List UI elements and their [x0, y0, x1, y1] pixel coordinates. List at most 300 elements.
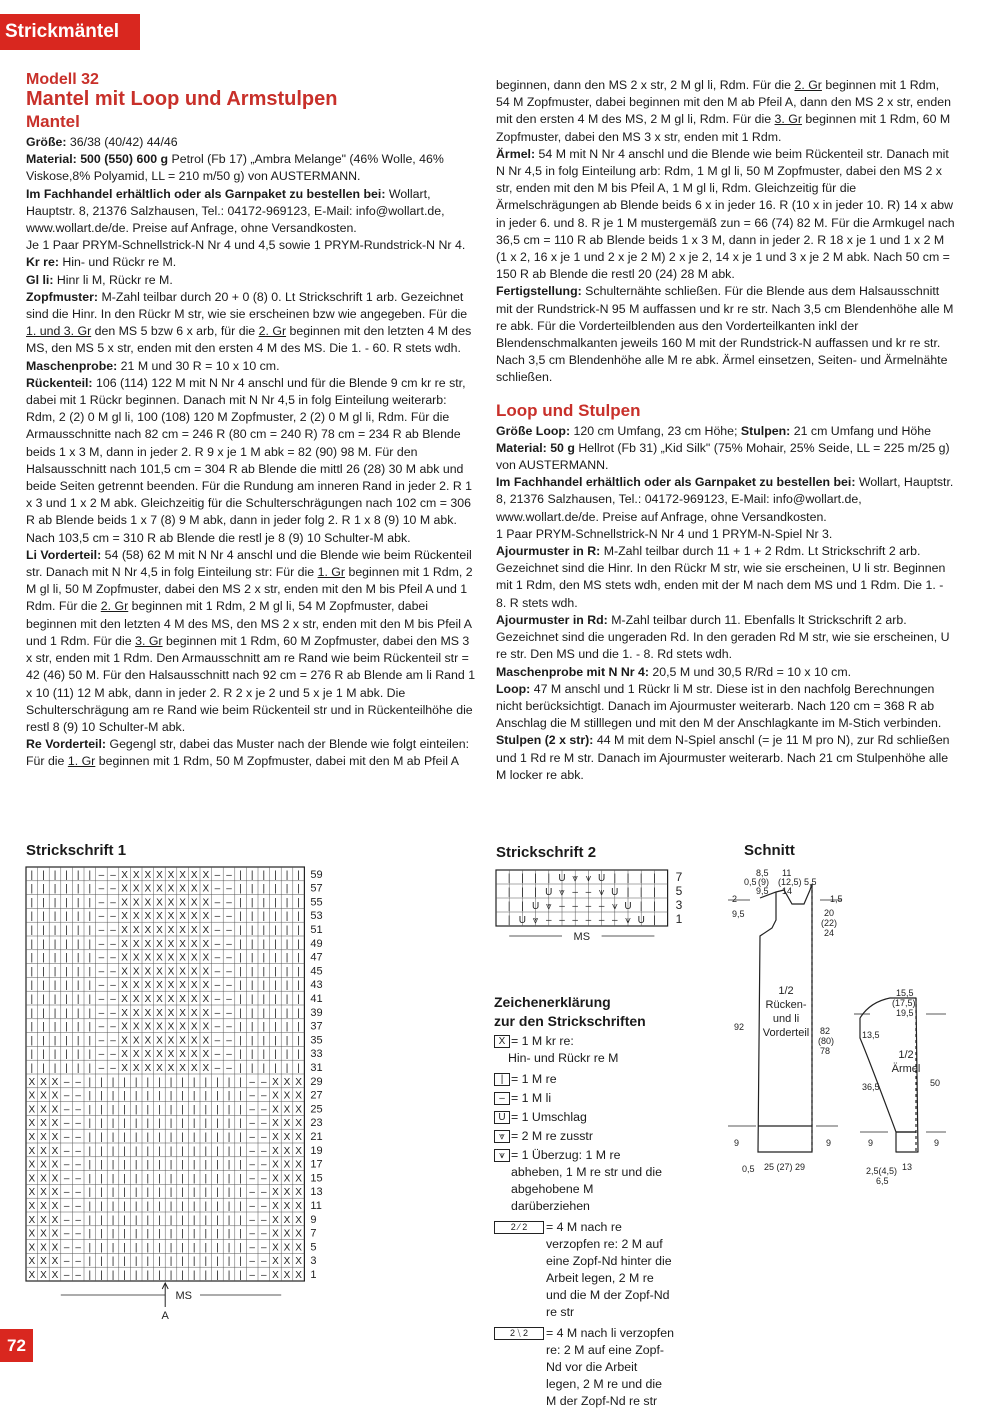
chart1-symbol: |: [53, 925, 57, 936]
chart1-symbol: X: [283, 1228, 291, 1240]
chart1-symbol: |: [250, 952, 254, 964]
chart1-symbol: |: [239, 883, 242, 895]
chart1-symbol: |: [76, 952, 80, 964]
chart2-symbol: U: [597, 873, 606, 884]
chart1-symbol: –: [110, 938, 116, 950]
chart2-symbol: |: [521, 887, 524, 898]
chart1-symbol: |: [158, 1214, 161, 1226]
chart1-symbol: X: [121, 938, 128, 950]
chart1-symbol: |: [216, 1228, 219, 1240]
chart1-symbol: –: [63, 1132, 70, 1143]
chart1-symbol: X: [202, 911, 210, 923]
chart1-row-number: 43: [310, 979, 323, 992]
chart1-symbol: |: [297, 911, 300, 923]
chart1-symbol: |: [285, 952, 289, 964]
model-title: Mantel mit Loop und Armstulpen: [26, 88, 338, 110]
chart1-symbol: |: [192, 1104, 196, 1116]
chart1-symbol: |: [123, 1118, 126, 1130]
chart1-symbol: X: [202, 869, 210, 881]
chart1-symbol: –: [75, 1159, 81, 1171]
chart1-symbol: |: [146, 1270, 150, 1281]
chart1-row-number: 53: [310, 910, 323, 923]
chart1-symbol: X: [121, 1049, 128, 1061]
loop-instructions: Loop: 47 M anschl und 1 Rückr li M str. Diese ist in den nachfolg Berechnungen nicht berücksichtigt. Danach im Ajourmuster weiterarb. Nach 120 cm = 368 R ab Anschlag die M stilllegen und mit den M der Anschlagkante im M-Stich verbinden.: [496, 681, 942, 731]
chart1-symbol: X: [179, 1063, 186, 1074]
chart1-symbol: |: [123, 1132, 126, 1143]
legend: [494, 993, 674, 1410]
chart1-symbol: X: [167, 925, 175, 936]
chart1-symbol: |: [65, 1035, 68, 1047]
chart1-symbol: |: [88, 1021, 92, 1033]
chart1-symbol: –: [63, 1187, 70, 1199]
chart1-symbol: |: [100, 1270, 103, 1281]
chart1-symbol: |: [76, 938, 80, 950]
chart1-symbol: |: [216, 1187, 219, 1199]
chart1-symbol: |: [181, 1256, 184, 1268]
chart1-symbol: X: [156, 1063, 163, 1074]
chart1-symbol: –: [75, 1118, 81, 1130]
body-label-3: und li: [772, 1013, 800, 1025]
chart1-symbol: |: [146, 1159, 150, 1171]
chart1-symbol: –: [75, 1173, 81, 1185]
chart1-symbol: |: [42, 952, 45, 964]
chart1-symbol: –: [98, 980, 105, 992]
chart1-symbol: X: [156, 911, 163, 923]
chart1-symbol: |: [192, 1173, 196, 1185]
chart1-symbol: |: [262, 952, 266, 964]
chart1-symbol: X: [51, 1173, 59, 1185]
chart1-symbol: X: [156, 925, 163, 936]
chart1-symbol: X: [132, 1049, 140, 1061]
chart1-symbol: X: [167, 1063, 175, 1074]
chart1-symbol: |: [204, 1145, 208, 1157]
sleeve-label-2: Ärmel: [891, 1063, 921, 1075]
chart1-symbol: |: [111, 1242, 115, 1254]
chart1-symbol: X: [121, 952, 128, 964]
chart1-symbol: X: [295, 1187, 302, 1199]
chart1-symbol: |: [239, 1201, 242, 1212]
chart2-symbol: –: [585, 915, 592, 926]
chart1-symbol: X: [179, 980, 186, 992]
chart1-symbol: |: [297, 869, 300, 881]
stulpen-instructions: Stulpen (2 x str): 44 M mit dem N-Spiel anschl (= je 11 M pro N), zur Rd schließen und 1 Rd re M str. Danach im Ajourmuster weiterarb. Nach 21 cm Stulpenhöhe alle M locker re abk.: [496, 733, 950, 782]
chart1-symbol: |: [192, 1132, 196, 1143]
chart1-symbol: –: [249, 1090, 255, 1102]
chart1-symbol: –: [226, 1035, 232, 1047]
chart1-symbol: X: [190, 911, 198, 923]
chart1-row-number: 27: [310, 1089, 323, 1102]
chart1-symbol: |: [250, 925, 254, 936]
chart1-symbol: X: [40, 1228, 47, 1240]
chart1-symbol: |: [76, 1063, 80, 1074]
chart1-symbol: |: [146, 1242, 150, 1254]
chart1-symbol: X: [272, 1187, 279, 1199]
chart1-symbol: |: [285, 1049, 289, 1061]
chart1-symbol: –: [63, 1256, 70, 1268]
chart1-symbol: |: [100, 1173, 103, 1185]
chart1-symbol: X: [144, 1035, 152, 1047]
chart1-symbol: |: [88, 966, 92, 978]
chart1-symbol: |: [76, 1049, 80, 1061]
chart1-symbol: |: [88, 925, 92, 936]
chart1-symbol: |: [146, 1256, 150, 1268]
chart1-symbol: |: [285, 966, 289, 978]
chart1-symbol: –: [261, 1187, 267, 1199]
chart1-symbol: X: [202, 883, 210, 895]
chart1-symbol: X: [283, 1132, 291, 1143]
m-top-3: 0,5: [744, 877, 757, 887]
chart1-symbol: |: [65, 869, 68, 881]
chart1-symbol: X: [28, 1242, 36, 1254]
chart2-symbol: U: [637, 915, 645, 926]
chart1-row-number: 35: [310, 1034, 323, 1047]
chart1-symbol: |: [297, 1007, 300, 1019]
chart1-symbol: X: [28, 1187, 36, 1199]
chart1-symbol: |: [146, 1187, 150, 1199]
chart1-symbol: |: [134, 1145, 138, 1157]
section-tab: Strickmäntel: [0, 14, 140, 50]
chart1-symbol: X: [179, 1007, 186, 1019]
chart1-symbol: –: [261, 1090, 267, 1102]
chart1-symbol: –: [75, 1090, 81, 1102]
chart1-symbol: X: [40, 1201, 47, 1212]
chart1-symbol: |: [192, 1228, 196, 1240]
s-365: 36,5: [862, 1082, 880, 1092]
chart1-symbol: X: [202, 966, 210, 978]
chart1-symbol: |: [111, 1270, 115, 1281]
body-label-1: 1/2: [778, 985, 794, 997]
chart1-symbol: |: [30, 938, 34, 950]
chart1-symbol: |: [42, 1021, 45, 1033]
chart1-symbol: X: [28, 1214, 36, 1226]
chart1-symbol: |: [227, 1159, 231, 1171]
chart1-symbol: |: [65, 1021, 68, 1033]
chart1-symbol: X: [132, 1007, 140, 1019]
chart2-row-number: 1: [675, 912, 683, 926]
chart1-symbol: |: [239, 966, 242, 978]
chart1-symbol: |: [134, 1076, 138, 1088]
chart1-symbol: |: [216, 1173, 219, 1185]
chart1-symbol: –: [98, 1035, 105, 1047]
chart1-symbol: –: [261, 1201, 267, 1212]
chart2-symbol: U: [545, 887, 553, 898]
chart1-row-number: 41: [310, 993, 323, 1005]
s-bot-3: 13: [902, 1162, 913, 1172]
chart1-symbol: X: [167, 869, 175, 881]
chart1-symbol: –: [226, 925, 232, 936]
chart1-symbol: |: [227, 1076, 231, 1088]
chart1-symbol: |: [239, 1228, 242, 1240]
chart1-symbol: X: [144, 911, 152, 923]
chart1-symbol: –: [261, 1270, 267, 1281]
chart1-symbol: |: [227, 1242, 231, 1254]
chart1-symbol: |: [111, 1090, 115, 1102]
chart1-symbol: |: [274, 1035, 277, 1047]
chart1-symbol: –: [75, 1076, 81, 1088]
chart1-symbol: X: [156, 869, 163, 881]
chart1-symbol: |: [30, 1049, 34, 1061]
chart1-symbol: |: [42, 980, 45, 992]
chart1-symbol: |: [158, 1187, 161, 1199]
chart1-symbol: |: [100, 1256, 103, 1268]
chart1-symbol: X: [40, 1256, 47, 1268]
chart1-symbol: |: [42, 994, 45, 1005]
chart1-symbol: X: [179, 925, 186, 936]
chart1-symbol: |: [88, 897, 92, 909]
chart1-symbol: –: [226, 952, 232, 964]
chart2-symbol: –: [598, 915, 605, 926]
chart1-symbol: |: [274, 952, 277, 964]
chart1-symbol: X: [156, 1049, 163, 1061]
chart1-symbol: |: [216, 1214, 219, 1226]
chart1-row-number: 45: [310, 965, 323, 978]
chart1-symbol: X: [295, 1214, 302, 1226]
chart1-symbol: X: [132, 1063, 140, 1074]
m-right-1: 1,5: [830, 894, 843, 904]
chart1-symbol: X: [40, 1214, 47, 1226]
chart1-row-number: 49: [310, 937, 323, 950]
chart1-symbol: |: [111, 1256, 115, 1268]
chart1-symbol: X: [132, 1021, 140, 1033]
chart1-symbol: X: [144, 1007, 152, 1019]
s-9b: 9: [934, 1138, 940, 1148]
chart1-arrow-label: A: [161, 1310, 169, 1322]
legend-item: U = 1 Umschlag: [494, 1109, 674, 1126]
chart1-row-number: 29: [310, 1075, 323, 1088]
chart1-symbol: X: [190, 1007, 198, 1019]
m-right-3: (22): [821, 918, 838, 928]
chart1-symbol: |: [204, 1132, 208, 1143]
chart1-symbol: |: [100, 1187, 103, 1199]
chart1-symbol: –: [75, 1132, 81, 1143]
chart1-symbol: |: [227, 1145, 231, 1157]
chart1-symbol: |: [262, 994, 266, 1005]
chart1-symbol: X: [40, 1270, 47, 1281]
chart1-symbol: X: [144, 897, 152, 909]
chart1-symbol: |: [88, 1242, 92, 1254]
chart1-symbol: |: [111, 1076, 115, 1088]
chart1-symbol: |: [100, 1076, 103, 1088]
chart1-symbol: |: [216, 1256, 219, 1268]
chart1-symbol: |: [30, 925, 34, 936]
re-vorderteil-continued: beginnen, dann den MS 2 x str, 2 M gl li, Rdm. Für die 2. Gr beginnen mit 1 Rdm, 54 M Zopfmuster, dabei beginnen mit den M ab Pfeil A, dann den MS 2 x str, enden mit den ersten 4 M des MS, 2 M gl li, Rdm. Für die 3. Gr beginnen mit 1 Rdm, 60 M Zopfmuster, dabei den MS 3 x str, enden mit 1 Rdm.: [496, 78, 951, 144]
chart1-symbol: |: [88, 994, 92, 1005]
chart2-symbol: U: [518, 915, 527, 926]
chart1-symbol: X: [190, 1063, 198, 1074]
chart1-symbol: |: [181, 1214, 184, 1226]
skpo-icon: ⩛: [494, 1149, 510, 1162]
chart1-symbol: |: [239, 1132, 242, 1143]
chart1-row-number: 59: [310, 868, 323, 881]
chart2-symbol: ⩔: [572, 873, 579, 884]
chart1-row-number: 19: [310, 1144, 323, 1157]
chart1-symbol: X: [51, 1104, 59, 1116]
chart1-symbol: |: [65, 952, 68, 964]
chart1-symbol: |: [53, 1049, 57, 1061]
chart1-symbol: X: [51, 1118, 59, 1130]
chart1-symbol: –: [226, 1007, 232, 1019]
chart1-symbol: X: [272, 1270, 279, 1281]
chart1-symbol: |: [239, 1187, 242, 1199]
chart1-symbol: –: [261, 1104, 267, 1116]
chart1-symbol: |: [146, 1228, 150, 1240]
chart2-symbol: ⩛: [585, 873, 592, 884]
chart1-symbol: X: [190, 966, 198, 978]
mantel-gauge: Maschenprobe: 21 M und 30 R = 10 x 10 cm.: [26, 358, 280, 373]
chart1-symbol: |: [285, 925, 289, 936]
kr-re-symbol-icon: X: [494, 1035, 510, 1048]
chart1-symbol: –: [110, 869, 116, 881]
chart1-symbol: |: [192, 1256, 196, 1268]
chart1-symbol: X: [121, 994, 128, 1005]
chart1-symbol: X: [28, 1159, 36, 1171]
chart1-symbol: –: [75, 1242, 81, 1254]
chart1-symbol: X: [190, 980, 198, 992]
chart1-symbol: |: [158, 1118, 161, 1130]
chart1-symbol: |: [53, 980, 57, 992]
chart1-symbol: X: [283, 1256, 291, 1268]
chart1-symbol: |: [134, 1173, 138, 1185]
chart1-symbol: X: [190, 1035, 198, 1047]
chart1-symbol: |: [146, 1090, 150, 1102]
chart1-symbol: |: [76, 925, 80, 936]
m-92: 92: [734, 1022, 745, 1032]
chart1-symbol: |: [88, 1256, 92, 1268]
chart1-symbol: X: [28, 1228, 36, 1240]
chart1-symbol: |: [285, 869, 289, 881]
chart1-symbol: |: [42, 897, 45, 909]
chart1-symbol: |: [250, 980, 254, 992]
chart1-symbol: |: [146, 1132, 150, 1143]
chart1-symbol: |: [274, 938, 277, 950]
chart1-symbol: |: [158, 1242, 161, 1254]
chart1-symbol: X: [40, 1187, 47, 1199]
m-right-2: 20: [824, 908, 835, 918]
chart1-symbol: –: [63, 1118, 70, 1130]
s-bot-2: 6,5: [876, 1176, 889, 1186]
chart1-symbol: –: [214, 1049, 221, 1061]
chart2-symbol: U: [531, 901, 540, 912]
chart1-symbol: –: [110, 1021, 116, 1033]
chart2-symbol: |: [507, 887, 511, 898]
chart1-symbol: |: [250, 966, 254, 978]
chart1-symbol: |: [239, 1242, 242, 1254]
chart1-symbol: |: [30, 1063, 34, 1074]
loop-needles: 1 Paar PRYM-Schnellstrick-N Nr 4 und 1 PRYM-N-Spiel Nr 3.: [496, 526, 833, 541]
chart1-symbol: X: [144, 980, 152, 992]
chart1-symbol: –: [110, 883, 116, 895]
chart1-symbol: |: [192, 1270, 196, 1281]
chart1-symbol: |: [181, 1118, 184, 1130]
chart1-symbol: X: [202, 938, 210, 950]
chart1-symbol: |: [274, 1063, 277, 1074]
chart1-symbol: |: [285, 938, 289, 950]
chart1-symbol: |: [65, 925, 68, 936]
chart1-symbol: |: [204, 1118, 208, 1130]
chart1-symbol: –: [110, 980, 116, 992]
chart1-symbol: |: [146, 1173, 150, 1185]
chart1-symbol: X: [179, 966, 186, 978]
chart2-symbol: U: [558, 873, 566, 884]
chart2-symbol: ⩔: [545, 901, 552, 912]
chart1-symbol: |: [297, 938, 300, 950]
chart1-symbol: X: [283, 1145, 291, 1157]
chart1-symbol: –: [75, 1145, 81, 1157]
chart1-symbol: |: [88, 1007, 92, 1019]
chart1-symbol: |: [111, 1187, 115, 1199]
chart1-symbol: |: [158, 1270, 161, 1281]
chart2-symbol: U: [624, 901, 632, 912]
chart1-symbol: X: [179, 1049, 186, 1061]
chart1-symbol: X: [167, 952, 175, 964]
chart1-symbol: X: [144, 925, 152, 936]
chart1-symbol: |: [274, 1021, 277, 1033]
chart1-symbol: –: [110, 925, 116, 936]
chart1-symbol: |: [297, 1021, 300, 1033]
chart1-symbol: |: [53, 938, 57, 950]
chart1-symbol: X: [283, 1242, 291, 1254]
chart1-symbol: |: [134, 1201, 138, 1212]
chart1-symbol: X: [40, 1242, 47, 1254]
chart1-symbol: –: [98, 925, 105, 936]
chart1-symbol: –: [214, 1007, 221, 1019]
chart1-symbol: –: [214, 925, 221, 936]
chart1-symbol: X: [51, 1076, 59, 1088]
chart1-symbol: |: [192, 1090, 196, 1102]
chart1-symbol: |: [30, 869, 34, 881]
loop-gauge: Maschenprobe mit N Nr 4: 20,5 M und 30,5 R/Rd = 10 x 10 cm.: [496, 664, 852, 679]
chart1-symbol: –: [98, 911, 105, 923]
legend-item: ⩛ = 1 Überzug: 1 M re abheben, 1 M re str und die abgehobene M darüberziehen: [494, 1147, 674, 1215]
chart1-symbol: |: [134, 1118, 138, 1130]
chart1-symbol: X: [202, 1063, 210, 1074]
m-bot-2: 25 (27) 29: [764, 1162, 806, 1172]
rueckenteil: Rückenteil: 106 (114) 122 M mit N Nr 4 anschl und für die Blende 9 cm kr re str, dabei mit 1 Rückr beginnen. Danach mit N Nr 4,5 in folg Einteilung weiterarb: Rdm, 2 (2) 0 M gl li, 100 (108) 120 M Zopfmuster, 2 (2) 0 M gl li, Rdm. Für die Armausschnitte nach 82 cm = 246 R (80 cm = 240 R) 78 cm = 234 R ab Blende beids 1 x 3 M, dann in jeder 2. R 9 x je 1 M abk = 82 (90) 98 M. Für den Halsausschnitt nach 101,5 cm = 304 R ab Blende die mittl 26 (28) 30 M abk und beide Seiten getrennt beenden. Für die Rundung am inneren Rand in jeder 2. R 1 x 3 und 1 x 2 M abk. Gleichzeitig für die Schulterschrägungen nach 102 cm = 306 R ab Blende beids 1 x 7 (8) 9 M abk, dann in jeder folg 2. R 1 x 8 (9) 10 M abk. Nach 103,5 cm = 310 R ab Blende die restl je 8 (9) 10 Schulter-M abk.: [26, 375, 473, 545]
chart1-symbol: X: [295, 1145, 302, 1157]
chart1-symbol: |: [76, 883, 80, 895]
chart1-symbol: X: [28, 1132, 36, 1143]
chart1-symbol: |: [53, 966, 57, 978]
chart1-symbol: |: [169, 1228, 173, 1240]
chart2-symbol: –: [572, 887, 578, 898]
chart1-symbol: X: [190, 952, 198, 964]
chart1-symbol: |: [239, 952, 242, 964]
chart1-symbol: |: [274, 966, 277, 978]
chart1-symbol: |: [146, 1076, 150, 1088]
chart1-symbol: |: [297, 1063, 300, 1074]
chart2-symbol: U: [611, 887, 619, 898]
chart1-symbol: |: [239, 1021, 242, 1033]
chart1-symbol: X: [132, 883, 140, 895]
chart1-symbol: X: [283, 1104, 291, 1116]
chart1-symbol: |: [169, 1242, 173, 1254]
chart1-symbol: –: [110, 966, 116, 978]
chart1-symbol: |: [262, 911, 266, 923]
chart1-symbol: X: [132, 869, 140, 881]
chart1-symbol: X: [121, 1063, 128, 1074]
chart1-symbol: X: [202, 897, 210, 909]
chart1-symbol: |: [53, 911, 57, 923]
chart1-symbol: |: [88, 1187, 92, 1199]
ajour-rows: Ajourmuster in R: M-Zahl teilbar durch 11 + 1 + 2 Rdm. Lt Strickschrift 2 arb. Gezeichnet sind die Hinr. In den Rückr M str, wie sie erscheinen, U li str. Beginnen mit 1 Rdm, den MS stets wdh, enden mit der M nach dem MS und 1 Rdm. Die 1. - 8. R stets wdh.: [496, 544, 946, 610]
chart1-symbol: –: [75, 1256, 81, 1268]
chart1-symbol: –: [110, 1049, 116, 1061]
chart1-symbol: |: [239, 1049, 242, 1061]
chart1-symbol: |: [30, 966, 34, 978]
s-top-1: 15,5: [896, 988, 914, 998]
chart1-symbol: |: [262, 1021, 266, 1033]
chart1-symbol: |: [274, 1007, 277, 1019]
